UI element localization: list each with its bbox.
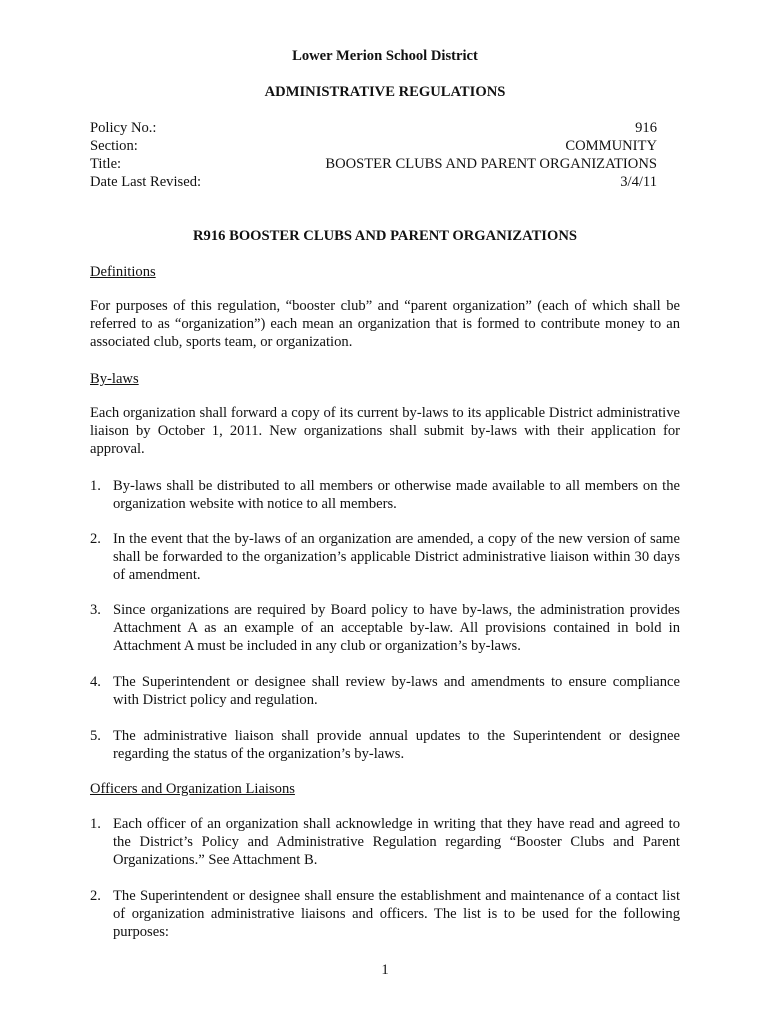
- district-name: Lower Merion School District: [292, 48, 478, 64]
- officers-heading: Officers and Organization Liaisons: [90, 781, 295, 797]
- meta-label: Title:: [90, 156, 122, 172]
- page-number: 1: [381, 962, 389, 978]
- item-text: Each officer of an organization shall acknowledge in writing that they have read and agreed to the District’s Policy and Administrative Regulation regarding “Booster Clubs and Parent Organizations.” See Attachment B.: [113, 816, 680, 868]
- meta-row-section: [90, 137, 657, 155]
- item-number: 3.: [90, 602, 101, 618]
- item-number: 2.: [90, 531, 101, 547]
- bylaws-intro-paragraph: Each organization shall forward a copy of its current by-laws to its applicable District administrative liaison by October 1, 2011. New organizations shall submit by-laws with their application for approval.: [90, 405, 680, 457]
- meta-value: 916: [635, 120, 657, 136]
- item-number: 5.: [90, 728, 101, 744]
- meta-row-policy-no: [90, 119, 657, 137]
- bylaws-heading: By-laws: [90, 371, 139, 387]
- meta-row-title: [90, 155, 657, 173]
- item-text: Since organizations are required by Board policy to have by-laws, the administration provides Attachment A as an example of an acceptable by-law. All provisions contained in bold in Attachment A must be included in any club or organization’s by-laws.: [113, 602, 680, 654]
- meta-label: Date Last Revised:: [90, 174, 202, 190]
- item-number: 2.: [90, 888, 101, 904]
- item-text: The Superintendent or designee shall review by-laws and amendments to ensure compliance with District policy and regulation.: [113, 674, 680, 708]
- item-text: The Superintendent or designee shall ensure the establishment and maintenance of a contact list of organization administrative liaisons and officers. The list is to be used for the following purposes:: [113, 888, 680, 940]
- meta-label: Policy No.:: [90, 120, 157, 136]
- item-number: 4.: [90, 674, 101, 690]
- item-text: In the event that the by-laws of an organization are amended, a copy of the new version of same shall be forwarded to the organization’s applicable District administrative liaison within 30 days of amendment.: [113, 531, 680, 583]
- meta-row-date-revised: [90, 173, 657, 191]
- meta-label: Section:: [90, 138, 138, 154]
- meta-value: COMMUNITY: [565, 138, 657, 154]
- item-text: By-laws shall be distributed to all members or otherwise made available to all members on the organization website with notice to all members.: [113, 478, 680, 512]
- meta-value: 3/4/11: [620, 174, 657, 190]
- document-type-heading: ADMINISTRATIVE REGULATIONS: [264, 84, 506, 100]
- meta-value: BOOSTER CLUBS AND PARENT ORGANIZATIONS: [325, 156, 657, 172]
- item-number: 1.: [90, 478, 101, 494]
- item-text: The administrative liaison shall provide annual updates to the Superintendent or designee regarding the status of the organization’s by-laws.: [113, 728, 680, 762]
- definitions-paragraph: For purposes of this regulation, “booster club” and “parent organization” (each of which shall be referred to as “organization”) each mean an organization that is formed to contribute money to an associated club, sports team, or organization.: [90, 298, 680, 350]
- regulation-title: R916 BOOSTER CLUBS AND PARENT ORGANIZATIONS: [193, 228, 577, 244]
- item-number: 1.: [90, 816, 101, 832]
- definitions-heading: Definitions: [90, 264, 156, 280]
